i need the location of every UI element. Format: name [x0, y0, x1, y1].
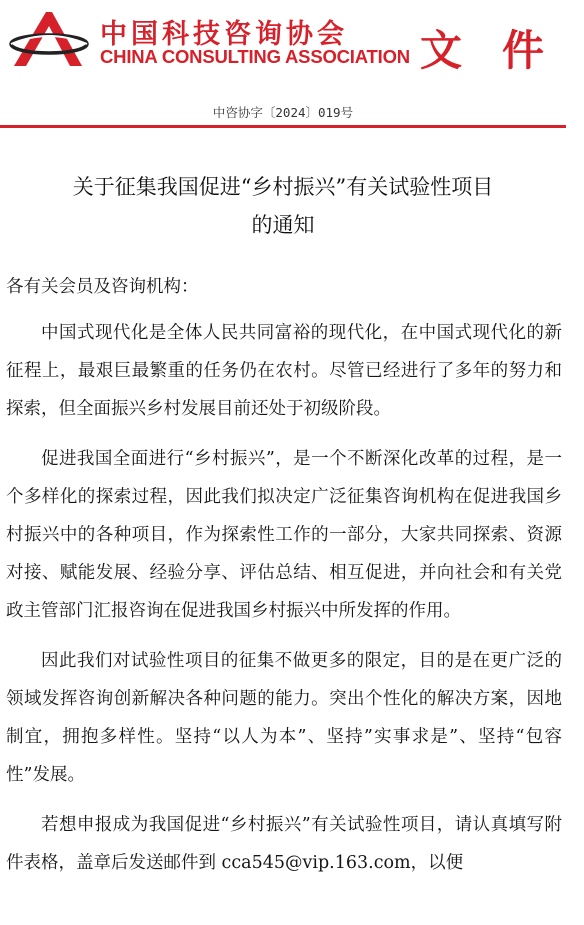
document-number: 中咨协字〔2024〕019号 — [212, 105, 354, 120]
body-paragraph: 促进我国全面进行“乡村振兴”，是一个不断深化改革的过程，是一个多样化的探索过程，因此我们拟决定广泛征集咨询机构在促进我国乡村振兴中的各种项目，作为探索性工作的一部分，大家共同探索、资源对接、赋能发展、经验分享、评估总结、相互促进，并向社会和有关党政主管部门汇报咨询在促进我国乡村振兴中所发挥的作用。 — [6, 449, 562, 621]
salutation: 各有关会员及咨询机构： — [6, 277, 199, 297]
body-paragraph: 因此我们对试验性项目的征集不做更多的限定，目的是在更广泛的领域发挥咨询创新解决各种问题的能力。突出个性化的解决方案，因地制宜，拥抱多样性。坚持“以人为本”、坚持”实事求是”、坚持“包容性”发展。 — [6, 651, 562, 785]
title-line-2: 的通知 — [251, 213, 315, 237]
notice-body — [6, 268, 562, 894]
body-paragraph: 中国式现代化是全体人民共同富裕的现代化，在中国式现代化的新征程上，最艰巨最繁重的任务仍在农村。尽管已经进行了多年的努力和探索，但全面振兴乡村发展目前还处于初级阶段。 — [6, 323, 562, 419]
notice-title — [0, 168, 566, 244]
document-word: 文件 — [420, 26, 584, 75]
org-name-en: CHINA CONSULTING ASSOCIATION — [100, 46, 410, 67]
title-line-1: 关于征集我国促进“乡村振兴”有关试验性项目 — [72, 175, 494, 199]
red-divider — [0, 125, 566, 128]
association-logo-icon — [8, 8, 90, 72]
org-name-cn: 中国科技咨询协会 — [100, 19, 348, 50]
letterhead — [0, 0, 584, 90]
body-paragraph: 若想申报成为我国促进“乡村振兴”有关试验性项目，请认真填写附件表格，盖章后发送邮件到 cca545@vip.163.com，以便 — [6, 815, 562, 873]
